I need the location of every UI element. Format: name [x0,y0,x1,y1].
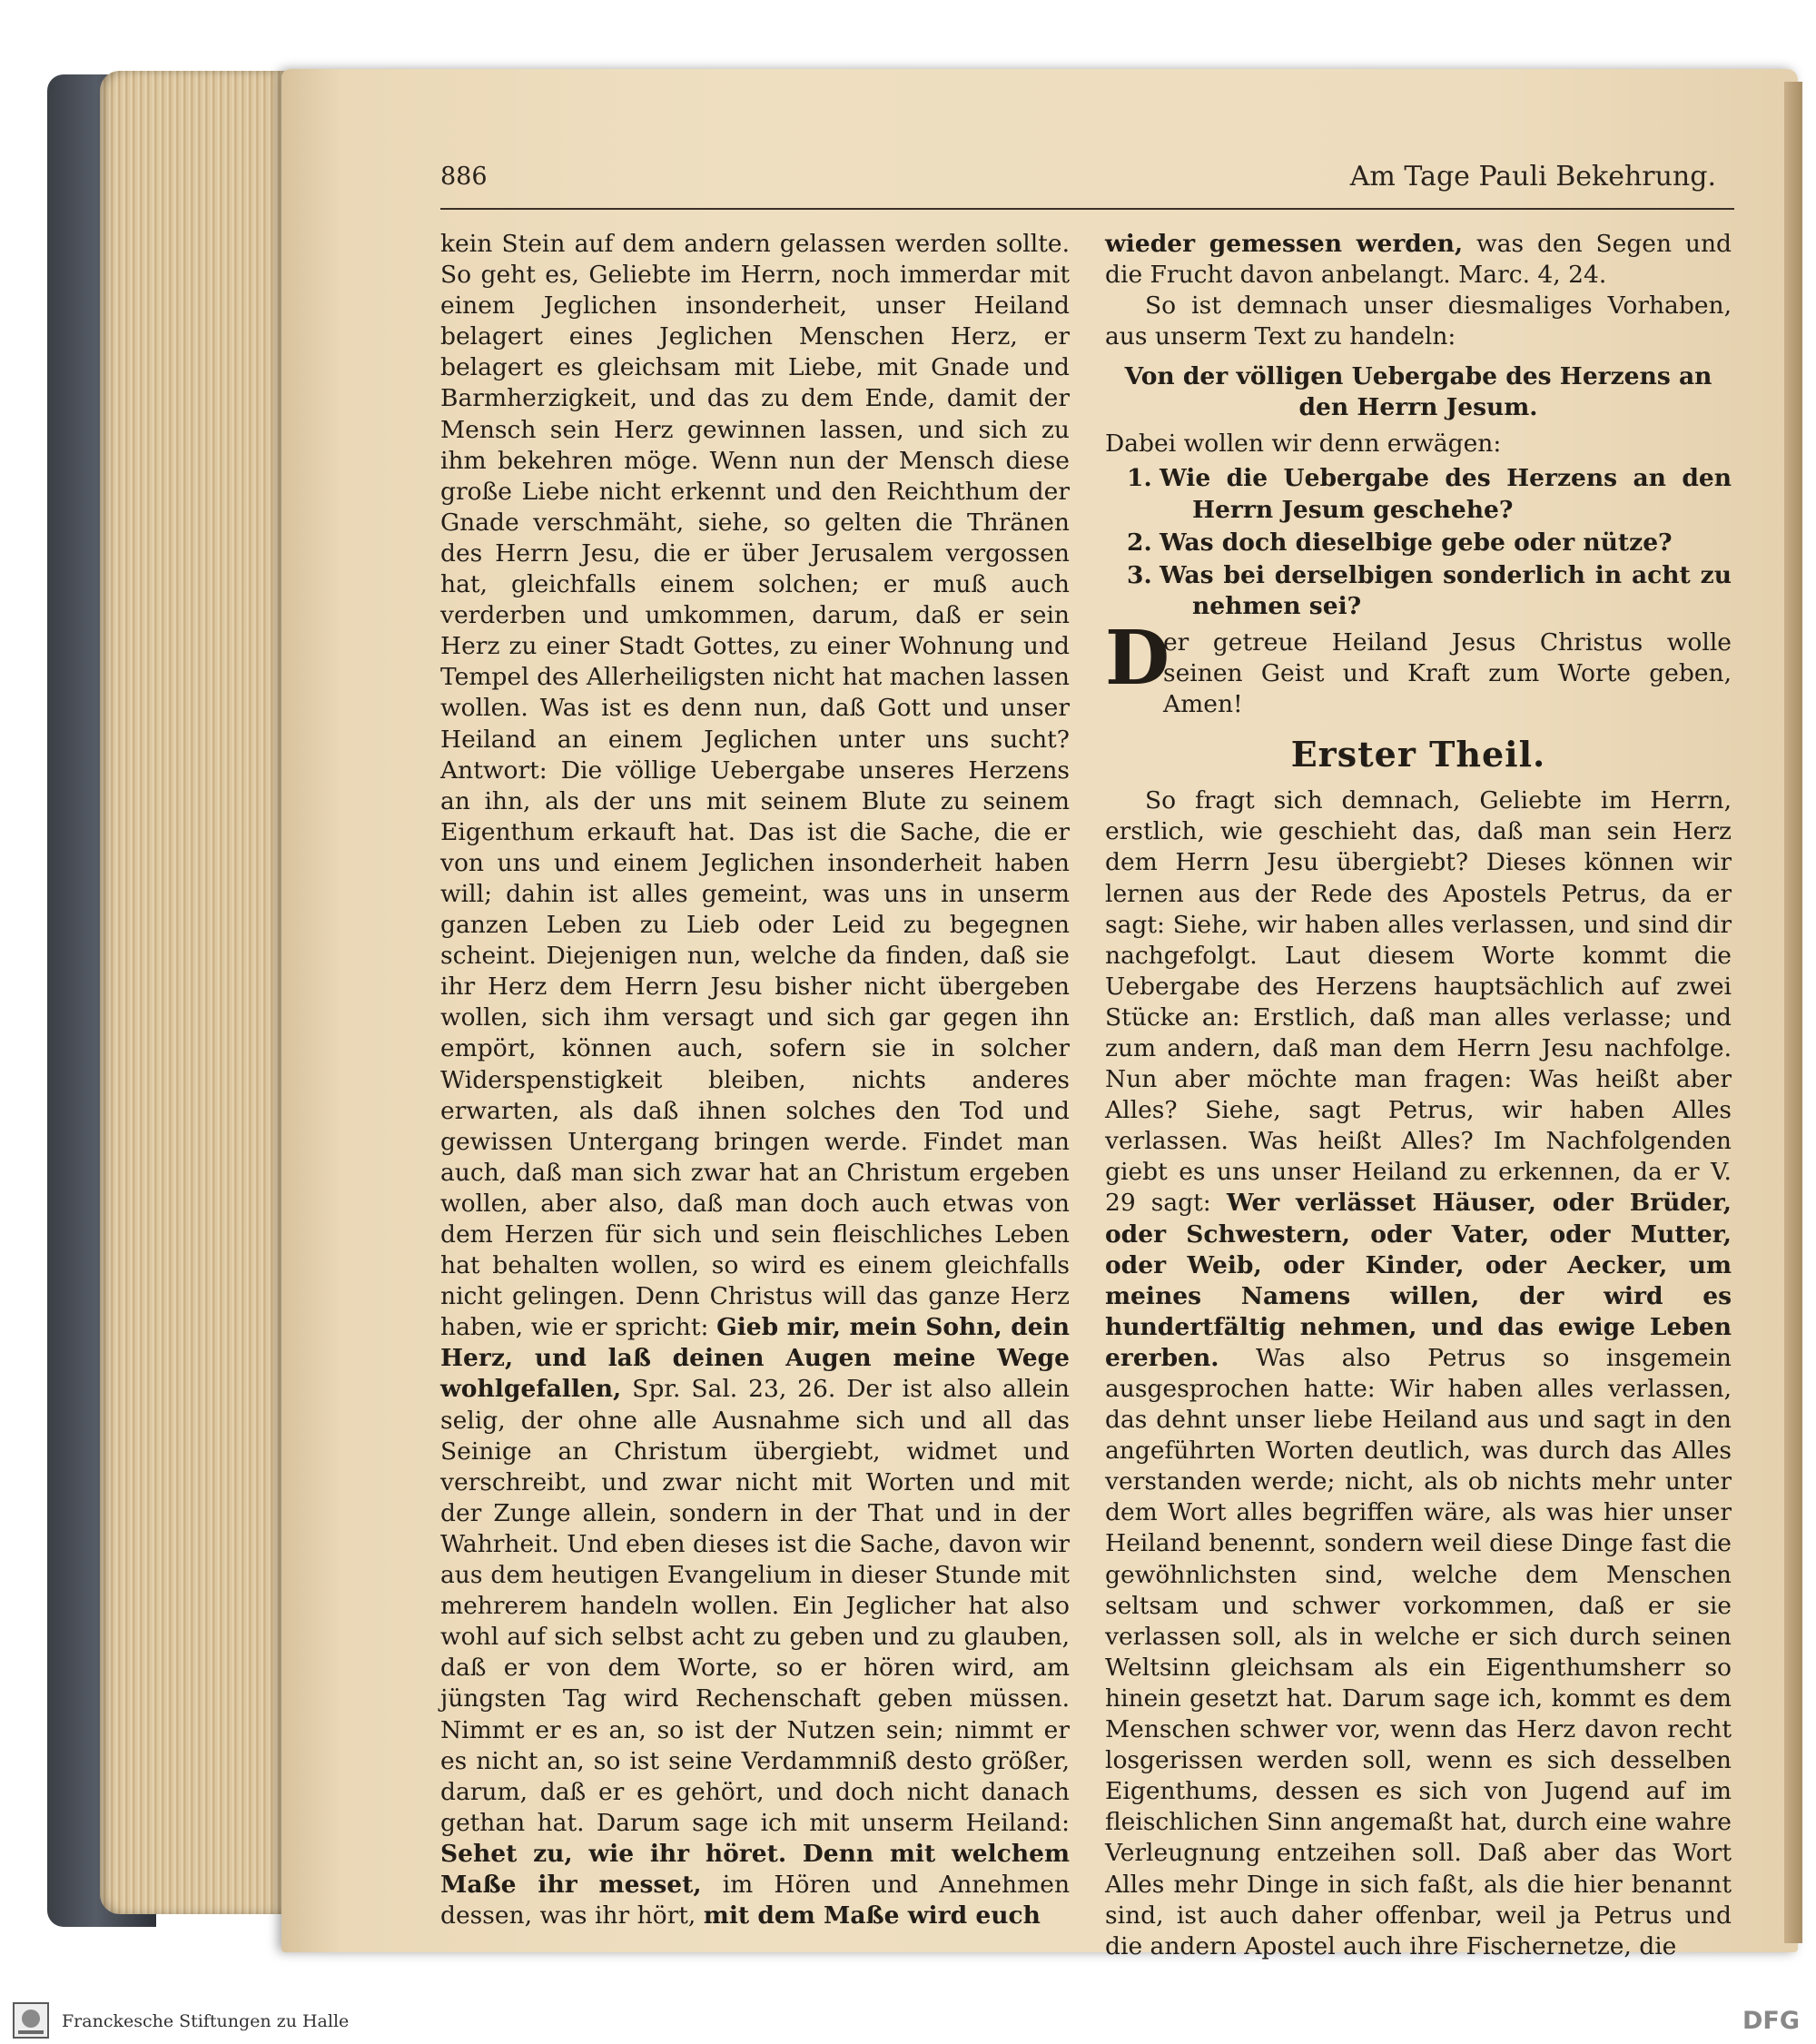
bible-quote-bold: Gieb mir, mein Sohn, dein Herz, und laß deinen Augen meine Wege wohlgefallen, [440,1313,1070,1404]
left-column [440,229,1070,1931]
outline-point: 1. Wie die Uebergabe des Herzens an den Herrn Jesum geschehe? [1127,464,1732,524]
page-right-edge [1784,82,1802,1943]
drop-cap: D [1105,614,1170,702]
plan-text: So ist demnach unser diesmaliges Vorhaben, aus unserm Text zu handeln: [1105,291,1732,351]
intro-paragraph [1105,229,1732,291]
prayer-paragraph [1105,614,1732,720]
outline-point: 2. Was doch dieselbige gebe oder nütze? [1127,528,1673,557]
section-body [1105,785,1732,1962]
institution-logo-icon [13,2002,49,2039]
consider-line: Dabei wollen wir denn erwägen: [1105,430,1502,459]
page-header [440,159,1734,204]
section-heading: Erster Theil. [1290,734,1546,775]
outline-point: 3. Was bei derselbigen sonderlich in acht zu nehmen sei? [1127,560,1732,620]
prayer-text: er getreue Heiland Jesus Christus wolle seinen Geist und Kraft zum Worte geben, Amen! [1163,627,1732,719]
page-number: 886 [440,163,488,191]
text-segment: kein Stein auf dem andern gelassen werden sollte. So geht es, Geliebte im Herrn, noch immerdar mit einem Jeglichen insonderheit, unser Heiland belagert eines Jeglichen Menschen Herz, er belagert es gleichsam mit Liebe, mit Gnade und Barmherzigkeit, und das zu dem Ende, damit der Mensch sein Herz gewinnen lassen, und sich zu ihm bekehren möge. Wenn nun der Mensch diese große Liebe nicht erkennt und den Reichthum der Gnade verschmäht, siehe, so gelten die Thränen des Herrn Jesu, die er über Jerusalem vergossen hat, gleichfalls einem solchen; er muß auch verderben und umkommen, darum, daß er sein Herz zu einer Stadt Gottes, zu einer Wohnung und Tempel des Allerheiligsten nicht hat machen lassen wollen. Was ist es denn nun, daß Gott und unser Heiland an einem Jeglichen unter uns sucht? Antwort: Die völlige Uebergabe unseres Herzens an ihn, als der uns mit seinem Blute zu seinem Eigenthum erkauft hat. Das ist die Sache, die er von uns und einem Jeglichen insonderheit haben will; dahin ist alles gemeint, was uns in unserm ganzen Leben zu Lieb oder Leid zu begegnen scheint. Diejenigen nun, welche da finden, daß sie ihr Herz dem Herrn Jesu bisher nicht übergeben wollen, sich ihm versagt und sich gar gegen ihn empört, können auch, sofern sie in solcher Widerspenstigkeit bleiben, nichts anderes erwarten, als daß ihnen solches den Tod und gewissen Untergang bringen werde. Findet man auch, daß man sich zwar hat an Christum ergeben wollen, aber also, daß man doch auch etwas von dem Herzen für sich und sein fleischliches Leben hat behalten wollen, so wird es einem gleichfalls nicht gelingen. Denn Christus will das ganze Herz haben, wie er spricht: [440,230,1070,1342]
running-title: Am Tage Pauli Bekehrung. [1349,161,1716,193]
logo-bar [18,2030,44,2034]
viewer-footer [0,1998,1816,2044]
intro-bold: wieder gemessen werden, [1105,230,1464,258]
page-edges [100,71,291,1914]
header-rule [440,208,1734,210]
bible-quote-bold: mit dem Maße wird euch [703,1901,1041,1930]
text-segment: Was also Petrus so insgemein ausgesprochen hatte: Wir haben alles verlassen, das dehnt unser liebe Heiland aus und sagt in den angeführten Worten deutlich, was durch das Alles verstanden werde; nicht, als ob nichts mehr unter dem Wort alles begriffen wäre, als was hier unser Heiland benennt, sondern weil diese Dinge fast die gewöhnlichsten sind, welche dem Menschen seltsam und schwer vorkommen, daß er sie verlassen soll, als in welche er sich durch seinen Weltsinn gleichsam als ein Eigenthumsherr so hinein gesetzt hat. Darum sage ich, kommt es dem Menschen schwer vor, wenn das Herz davon recht losgerissen werden soll, wenn es sich desselben Eigenthums, dessen es sich von Jugend auf im fleischlichen Sinn angemaßt hat, durch eine wahre Verleugnung entzeihen soll. Daß aber das Wort Alles mehr Dinge in sich faßt, als die hier benannt sind, ist auch daher offenbar, weil ja Petrus und die andern Apostel auch ihre Fischernetze, die [1105,1343,1732,1960]
text-segment: im Hören und Annehmen dessen, was ihr hört, [440,1870,1071,1930]
institution-name: Franckesche Stiftungen zu Halle [62,2011,350,2031]
point-text: Wie die Uebergabe des Herzens an den Herrn Jesum geschehe? [1160,464,1732,524]
text-segment: So fragt sich demnach, Geliebte im Herrn, erstlich, wie geschieht das, daß man sein Herz dem Herrn Jesu übergiebt? Dieses können wir lernen aus der Rede des Apostels Petrus, da er sagt: Siehe, wir haben alles verlassen, und sind dir nachgefolgt. Laut diesem Worte kommt die Uebergabe des Herzens hauptsächlich auf zwei Stücke an: Erstlich, daß man alles verlasse; und zum andern, daß man dem Herrn Jesu nachfolge. Nun aber möchte man fragen: Was heißt aber Alles? Siehe, sagt Petrus, wir haben Alles verlassen. Was heißt Alles? Im Nachfolgenden giebt es uns unser Heiland zu erkennen, da er V. 29 sagt: [1105,786,1732,1218]
left-column-text [440,229,1070,1931]
bible-quote-bold: Sehet zu, wie ihr höret. Denn mit welchem Maße ihr messet, [440,1839,1070,1899]
point-text: Was bei derselbigen sonderlich in acht zu nehmen sei? [1160,560,1732,620]
bible-quote-bold: Wer verlässet Häuser, oder Brüder, oder Schwestern, oder Vater, oder Mutter, oder Weib, oder Kinder, oder Aecker, um meines Namens willen, der wird es hundertfältig nehmen, und das ewige Leben ererben. [1105,1189,1732,1372]
point-text: Was doch dieselbige gebe oder nütze? [1160,528,1673,557]
dfg-logo: DFG [1742,2007,1800,2035]
sermon-theme: Von der völligen Uebergabe des Herzens an den Herrn Jesum. [1124,362,1712,422]
right-column [1105,229,1732,1962]
logo-emblem [22,2009,40,2028]
text-segment: Spr. Sal. 23, 26. Der ist also allein selig, der ohne alle Ausnahme sich und all das Seinige an Christum übergiebt, widmet und verschreibt, und zwar nicht mit Worten und mit der Zunge allein, sondern in der That und in der Wahrheit. Und eben dieses ist die Sache, davon wir aus dem heutigen Evangelium in dieser Stunde mit mehrerem handeln wollen. Ein Jeglicher hat also wohl auf sich selbst acht zu geben und zu glauben, daß er von dem Worte, so er hören wird, am jüngsten Tag wird Rechenschaft geben müssen. Nimmt er es an, so ist der Nutzen sein; nimmt er es nicht an, so ist seine Verdammniß desto größer, darum, daß er es gehört, und doch nicht danach gethan hat. Darum sage ich mit unserm Heiland: [440,1375,1070,1837]
intro-rest: was den Segen und die Frucht davon anbelangt. Marc. 4, 24. [1105,230,1732,290]
